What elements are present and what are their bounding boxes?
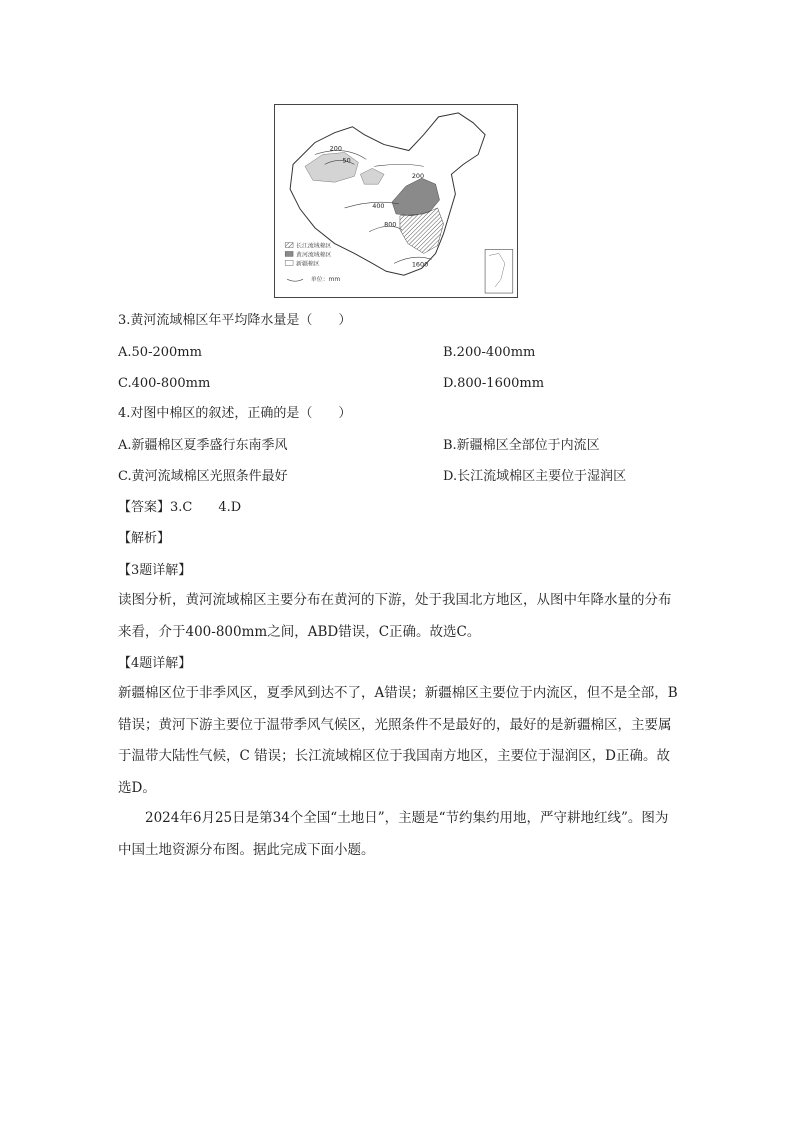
- answer: 【答案】3.C 4.D: [118, 500, 242, 515]
- isoline-label: 1600: [411, 260, 429, 269]
- isoline-label: 800: [384, 220, 397, 229]
- q4-option-b: B.新疆棉区全部位于内流区: [443, 438, 600, 453]
- legend-yellow: 黄河流域棉区: [296, 251, 332, 259]
- q4-stem: 4.对图中棉区的叙述，正确的是（ ）: [118, 406, 352, 421]
- q3-detail: 读图分析，黄河流域棉区主要分布在黄河的下游，处于我国北方地区，从图中年降水量的分布来看，介于400-800mm之间，ABD错误，C正确。故选C。: [118, 592, 672, 640]
- q3-option-a: A.50-200mm: [118, 345, 202, 360]
- q4-detail-heading: 【4题详解】: [118, 656, 192, 671]
- q3-option-d: D.800-1600mm: [443, 376, 545, 391]
- intro-paragraph: 2024年6月25日是第34个全国“土地日”，主题是“节约集约用地，严守耕地红线”。图为中国土地资源分布图。据此完成下面小题。: [118, 810, 669, 858]
- q4-option-d: D.长江流域棉区主要位于湿润区: [443, 469, 627, 484]
- isoline-label: 200: [411, 172, 425, 181]
- q3-option-c: C.400-800mm: [118, 376, 211, 391]
- legend-yangtze: 长江流域棉区: [296, 242, 332, 250]
- legend-swatch-yangtze: [285, 243, 293, 248]
- legend-swatch-xinjiang: [285, 260, 293, 265]
- isoline-label: 400: [372, 201, 385, 210]
- analysis-heading: 【解析】: [118, 531, 171, 546]
- isoline-label: 50: [342, 156, 351, 165]
- q3-stem: 3.黄河流域棉区年平均降水量是（ ）: [118, 313, 352, 328]
- map-svg: [275, 105, 517, 297]
- q4-detail: 新疆棉区位于非季风区，夏季风到达不了，A错误；新疆棉区主要位于内流区，但不是全部，B错误；黄河下游主要位于温带季风气候区，光照条件不是最好的，最好的是新疆棉区，主要属于温带大陆性气候，C 错误；长江流域棉区位于我国南方地区，主要位于湿润区，D正确。故选D。: [118, 685, 678, 796]
- map-unit: 单位：mm: [310, 276, 341, 284]
- q3-detail-heading: 【3题详解】: [118, 563, 192, 578]
- q4-option-c: C.黄河流域棉区光照条件最好: [118, 469, 288, 484]
- legend-xinjiang: 新疆棉区: [296, 260, 320, 268]
- q4-option-a: A.新疆棉区夏季盛行东南季风: [118, 438, 288, 453]
- q3-option-b: B.200-400mm: [443, 345, 536, 360]
- south-china-sea-inset: [485, 249, 513, 293]
- legend-swatch-yellow: [285, 251, 293, 256]
- china-cotton-map: [274, 104, 518, 298]
- isoline-label: 200: [329, 144, 342, 153]
